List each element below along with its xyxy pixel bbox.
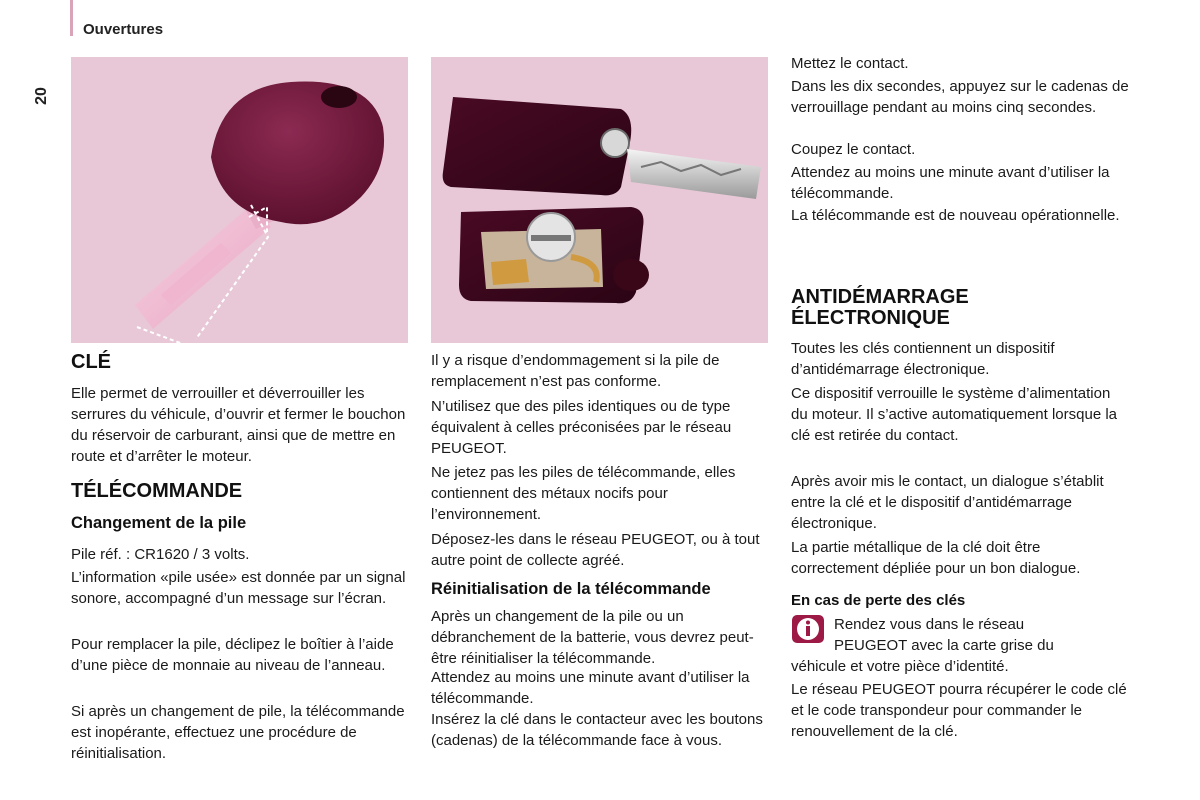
antidemarrage-heading <box>791 287 1131 329</box>
reseau-recuperer-text: Le réseau PEUGEOT pourra récupérer le code clé et le code transpondeur pour commander le renouvellement de la clé. <box>791 681 1127 740</box>
key-illustration <box>71 57 408 343</box>
risque-text: Il y a risque d’endommagement si la pile de remplacement n’est pas conforme. <box>431 352 720 390</box>
piles-identiques-text: N’utilisez que des piles identiques ou de type équivalent à celles préconisées par le réseau PEUGEOT. <box>431 398 732 457</box>
partie-metallique-text: La partie métallique de la clé doit être correctement dépliée pour un bon dialogue. <box>791 539 1081 577</box>
pile-ref-text: Pile réf. : CR1620 / 3 volts. <box>71 546 250 563</box>
info-note <box>791 614 1131 680</box>
apres-changement-text: Après un changement de la pile ou un débranchement de la batterie, vous devrez peut-être réinitialiser la télécommande. <box>431 608 754 667</box>
dispositif-verrouille-text: Ce dispositif verrouille le système d’alimentation du moteur. Il s’active automatiquement lorsque la clé est retirée du contact. <box>791 385 1118 444</box>
dialogue-text: Après avoir mis le contact, un dialogue s’établit entre la clé et le dispositif d’antidémarrage électronique. <box>791 473 1104 532</box>
coupez-contact-text: Coupez le contact. <box>791 141 916 158</box>
toutes-cles-text: Toutes les clés contiennent un dispositif d’antidémarrage électronique. <box>791 340 1055 378</box>
pile-usee-text: L’information «pile usée» est donnée par un signal sonore, accompagné d’un message sur l’écran. <box>71 569 406 607</box>
ne-jetez-pas-text: Ne jetez pas les piles de télécommande, elles contiennent des métaux nocifs pour l’environnement. <box>431 464 736 523</box>
cle-text: Elle permet de verrouiller et déverrouiller les serrures du véhicule, d’ouvrir et fermer le bouchon du réservoir de carburant, ainsi que de mettre en route et d’arrêter le moteur. <box>71 385 406 465</box>
inserez-text: Insérez la clé dans le contacteur avec les boutons (cadenas) de la télécommande face à vous. <box>431 711 763 749</box>
dix-secondes-text: Dans les dix secondes, appuyez sur le cadenas de verrouillage pendant au moins cinq secondes. <box>791 78 1129 116</box>
reinit-subheading: Réinitialisation de la télécommande <box>431 580 711 598</box>
info-icon <box>791 614 825 644</box>
remplacer-pile-text: Pour remplacer la pile, déclipez le boîtier à l’aide d’une pièce de monnaie au niveau de l’anneau. <box>71 636 394 674</box>
operationnelle-text: La télécommande est de nouveau opérationnelle. <box>791 207 1120 224</box>
inoperante-text: Si après un changement de pile, la télécommande est inopérante, effectuez une procédure de réinitialisation. <box>71 703 405 762</box>
perte-line1: Rendez vous dans le réseau <box>834 616 1025 633</box>
cle-heading: CLÉ <box>71 351 111 373</box>
header-accent-bar <box>70 0 73 36</box>
remote-open-illustration <box>431 57 768 343</box>
attendez-minute-text: Attendez au moins une minute avant d’utiliser la télécommande. <box>791 164 1110 202</box>
key-image <box>71 57 408 343</box>
attendez-text: Attendez au moins une minute avant d’utiliser la télécommande. <box>431 669 750 707</box>
telecommande-heading: TÉLÉCOMMANDE <box>71 480 243 502</box>
remote-image <box>431 57 768 343</box>
mettez-contact-text: Mettez le contact. <box>791 55 909 72</box>
section-title: Ouvertures <box>83 21 164 38</box>
deposez-text: Déposez-les dans le réseau PEUGEOT, ou à tout autre point de collecte agréé. <box>431 531 760 569</box>
perte-line2: PEUGEOT avec la carte grise du <box>834 637 1054 654</box>
page-number: 20 <box>33 87 50 105</box>
pile-subheading: Changement de la pile <box>71 514 247 532</box>
antidemarrage-heading-line2: ÉLECTRONIQUE <box>791 307 950 329</box>
perte-line3: véhicule et votre pièce d’identité. <box>791 658 1009 675</box>
perte-cles-subheading: En cas de perte des clés <box>791 592 966 609</box>
antidemarrage-heading-line1: ANTIDÉMARRAGE <box>791 286 969 308</box>
